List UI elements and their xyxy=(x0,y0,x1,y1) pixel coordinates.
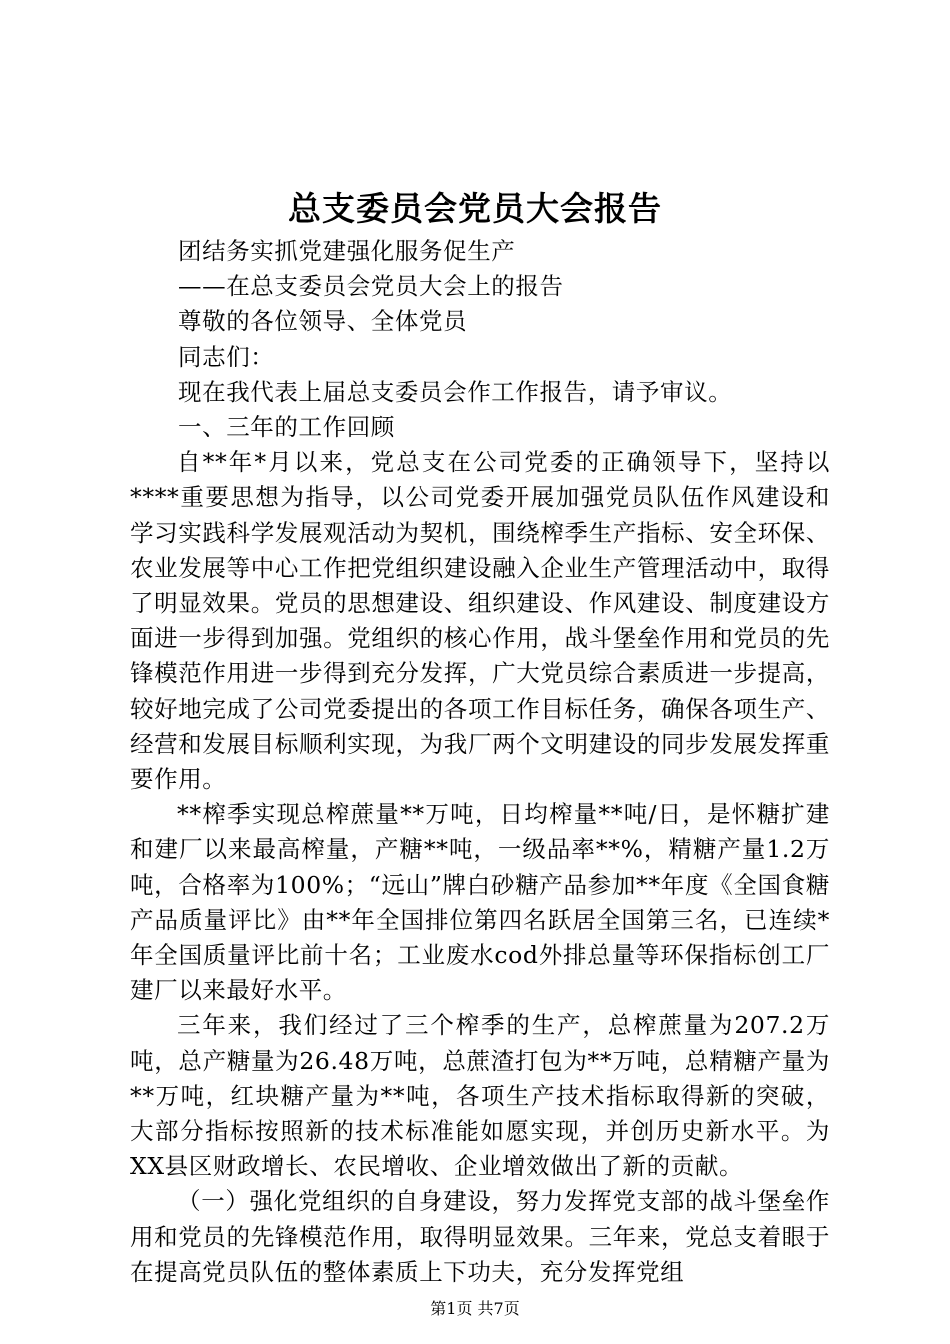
intro-line: 现在我代表上届总支委员会作工作报告，请予审议。 xyxy=(178,377,733,406)
page-footer: 第1页 共7页 xyxy=(430,1299,520,1318)
document-body xyxy=(130,234,830,1290)
paragraph-party-building: （一）强化党组织的自身建设，努力发挥党支部的战斗堡垒作用和党员的先锋模范作用，取得明显效果。三年来，党总支着眼于在提高党员队伍的整体素质上下功夫，充分发挥党组 xyxy=(130,1187,830,1286)
greeting-line: 同志们： xyxy=(178,342,275,371)
paragraph-season-results: **榨季实现总榨蔗量**万吨，日均榨量**吨/日，是怀糖扩建和建厂以来最高榨量，产糖**吨，一级品率**%，精糖产量1.2万吨，合格率为100%；“远山”牌白砂糖产品参加**年度《全国食糖产品质量评比》由**年全国排位第四名跃居全国第三名，已连续*年全国质量评比前十名；工业废水cod外排总量等环保指标创工厂建厂以来最好水平。 xyxy=(130,800,830,1005)
subtitle-subline: ——在总支委员会党员大会上的报告 xyxy=(178,272,564,301)
document-title: 总支委员会党员大会报告 xyxy=(288,189,662,228)
salutation-line: 尊敬的各位领导、全体党员 xyxy=(178,307,468,336)
paragraph-overview: 自**年*月以来，党总支在公司党委的正确领导下，坚持以****重要思想为指导，以公司党委开展加强党员队伍作风建设和学习实践科学发展观活动为契机，围绕榨季生产指标、安全环保、农业发展等中心工作把党组织建设融入企业生产管理活动中，取得了明显效果。党员的思想建设、组织建设、作风建设、制度建设方面进一步得到加强。党组织的核心作用，战斗堡垒作用和党员的先锋模范作用进一步得到充分发挥，广大党员综合素质进一步提高，较好地完成了公司党委提出的各项工作目标任务，确保各项生产、经营和发展目标顺利实现，为我厂两个文明建设的同步发展发挥重要作用。 xyxy=(130,448,830,794)
subtitle-line: 团结务实抓党建强化服务促生产 xyxy=(178,237,516,265)
paragraph-three-years: 三年来，我们经过了三个榨季的生产，总榨蔗量为207.2万吨，总产糖量为26.48万吨，总蔗渣打包为**万吨，总精糖产量为**万吨，红块糖产量为**吨，各项生产技术指标取得新的突破，大部分指标按照新的技术标准能如愿实现，并创历史新水平。为XX县区财政增长、农民增收、企业增效做出了新的贡献。 xyxy=(130,1011,830,1181)
section-heading: 一、三年的工作回顾 xyxy=(178,413,395,442)
